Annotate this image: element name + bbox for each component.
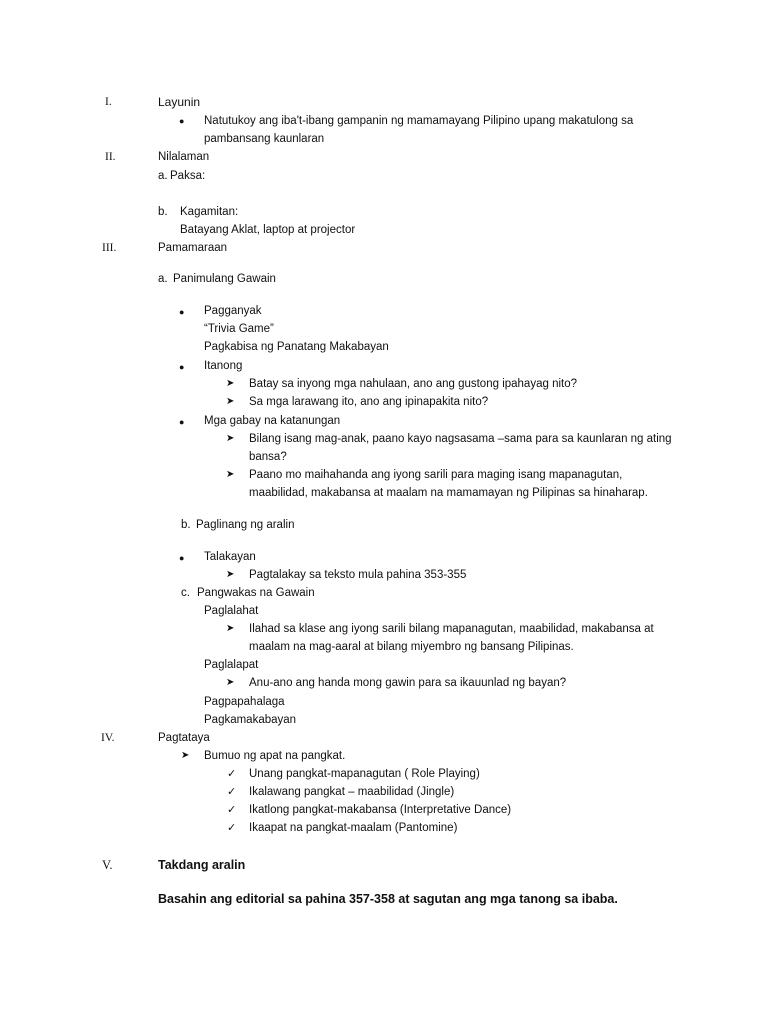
item-marker: a. [158,170,168,182]
question-text: Sa mga larawang ito, ano ang ipinapakita nito? [249,396,489,408]
question-text: Paano mo maihahanda ang iyong sarili para maging isang mapanagutan, [249,469,623,481]
section-numeral: III. [102,242,117,254]
list-item: Pagganyak [204,305,262,317]
group-item: Unang pangkat-mapanagutan ( Role Playing) [249,768,480,780]
arrow-bullet-icon: ➤ [226,623,235,634]
section-title: Pamamaraan [158,242,228,254]
homework-instruction: Basahin ang editorial sa pahina 357-358 at sagutan ang mga tanong sa ibaba. [158,892,618,906]
section-numeral: V. [102,858,113,872]
subsection-title: Paglinang ng aralin [196,519,295,531]
checkmark-icon: ✓ [227,822,237,834]
bullet-dot-icon: ● [179,417,185,427]
question-text: Batay sa inyong mga nahulaan, ano ang gustong ipahayag nito? [249,378,578,390]
arrow-bullet-icon: ➤ [226,396,235,407]
arrow-bullet-icon: ➤ [226,469,235,480]
subsection-title: Panimulang Gawain [173,273,276,285]
section-title: Pagtataya [158,732,210,744]
activity-text-cont: maalam na mag-aaral at bilang miyembro ng bansang Pilipinas. [249,641,574,653]
list-item-detail: “Trivia Game” [204,323,274,335]
question-text: Bilang isang mag-anak, paano kayo nagsasama –sama para sa kaunlaran ng ating [249,433,672,445]
arrow-bullet-icon: ➤ [181,750,190,761]
section-numeral: IV. [101,732,115,744]
list-item-detail: Pagkabisa ng Panatang Makabayan [204,341,389,353]
list-item: Paglalahat [204,605,259,617]
activity-text: Anu-ano ang handa mong gawin para sa ikauunlad ng bayan? [249,677,567,689]
arrow-bullet-icon: ➤ [226,569,235,580]
bullet-dot-icon: ● [179,362,185,372]
group-item: Ikaapat na pangkat-maalam (Pantomine) [249,822,458,834]
activity-text: Ilahad sa klase ang iyong sarili bilang mapanagutan, maabilidad, makabansa at [249,623,654,635]
question-text-cont: maabilidad, makabansa at maalam na mamamayan ng Pilipinas sa hinaharap. [249,487,648,499]
arrow-bullet-icon: ➤ [226,378,235,389]
discussion-text: Pagtalakay sa teksto mula pahina 353-355 [249,569,467,581]
section-title: Takdang aralin [158,858,246,872]
checkmark-icon: ✓ [227,768,237,780]
materials-text: Batayang Aklat, laptop at projector [180,224,356,236]
checkmark-icon: ✓ [227,804,237,816]
item-marker: b. [181,519,191,531]
arrow-bullet-icon: ➤ [226,677,235,688]
item-marker: b. [158,206,168,218]
bullet-dot-icon: ● [179,553,185,563]
objective-text: Natutukoy ang iba't-ibang gampanin ng mamamayang Pilipino upang makatulong sa [204,115,634,127]
checkmark-icon: ✓ [227,786,237,798]
section-numeral: I. [105,96,112,108]
subsection-label: Paksa: [170,170,206,182]
list-item: Mga gabay na katanungan [204,415,341,427]
objective-text-cont: pambansang kaunlaran [204,133,325,145]
list-item: Itanong [204,360,243,372]
group-item: Ikalawang pangkat – maabilidad (Jingle) [249,786,455,798]
subsection-label: Kagamitan: [180,206,239,218]
section-title: Layunin [158,95,201,109]
list-item: Pagpapahalaga [204,696,285,708]
section-title: Nilalaman [158,151,210,163]
item-marker: a. [158,273,168,285]
group-item: Ikatlong pangkat-makabansa (Interpretative Dance) [249,804,512,816]
list-item: Paglalapat [204,659,259,671]
arrow-bullet-icon: ➤ [226,433,235,444]
section-numeral: II. [105,151,116,163]
list-item: Talakayan [204,551,256,563]
subsection-title: Pangwakas na Gawain [197,587,315,599]
list-item: Pagkamakabayan [204,714,297,726]
bullet-dot-icon: ● [179,307,185,317]
question-text-cont: bansa? [249,451,287,463]
bullet-dot-icon: ● [179,116,185,126]
item-marker: c. [181,587,190,599]
assessment-text: Bumuo ng apat na pangkat. [204,750,346,762]
